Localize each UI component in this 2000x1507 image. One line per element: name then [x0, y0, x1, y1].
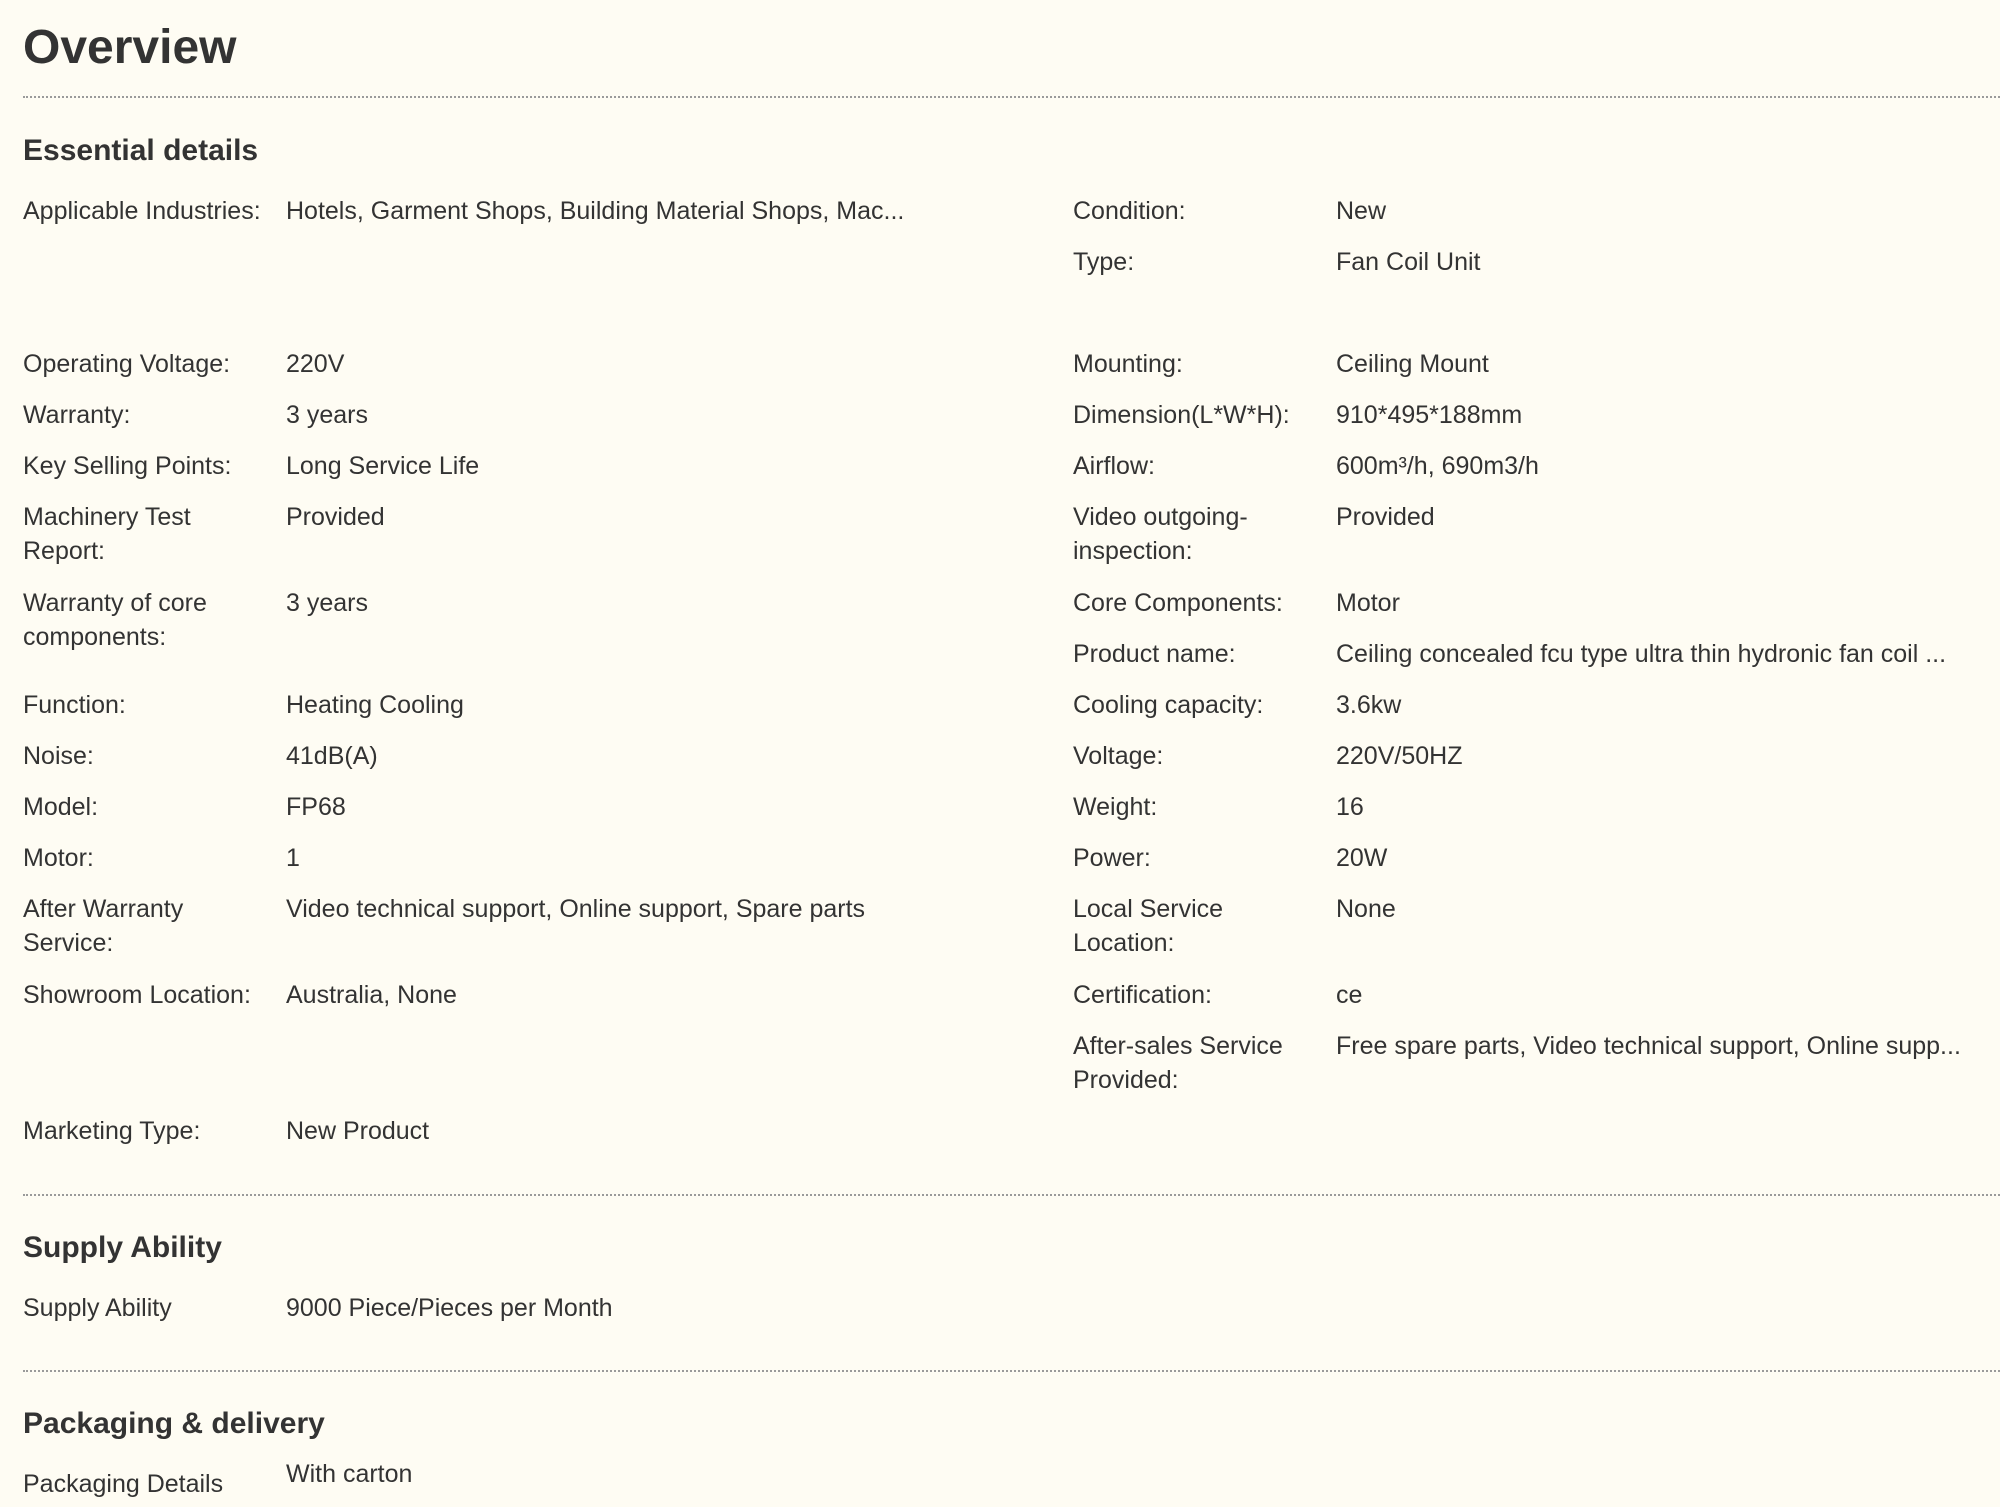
detail-value: Ceiling concealed fcu type ultra thin hydronic fan coil ... — [1336, 640, 1947, 668]
detail-label: Operating Voltage: — [23, 350, 231, 378]
detail-label: Marketing Type: — [23, 1117, 201, 1145]
detail-label: Product name: — [1073, 640, 1236, 668]
detail-label: Function: — [23, 691, 126, 719]
detail-label: Cooling capacity: — [1073, 691, 1264, 719]
detail-value: 3 years — [286, 401, 368, 429]
detail-label: Power: — [1073, 844, 1151, 872]
detail-label: After Warranty Service: — [23, 895, 184, 957]
detail-label: Mounting: — [1073, 350, 1183, 378]
packaging-delivery-title: Packaging & delivery — [23, 1407, 325, 1440]
detail-label: Local Service Location: — [1073, 895, 1224, 957]
detail-value: Provided — [1336, 503, 1435, 531]
detail-label: Certification: — [1073, 981, 1212, 1009]
detail-label: Core Components: — [1073, 589, 1283, 617]
detail-label: Model: — [23, 793, 99, 821]
detail-value: 3.6kw — [1336, 691, 1402, 719]
detail-label: Showroom Location: — [23, 981, 251, 1009]
detail-value: Hotels, Garment Shops, Building Material Shops, Mac... — [286, 197, 905, 225]
detail-value: 600m³/h, 690m3/h — [1336, 452, 1539, 480]
detail-value: Video technical support, Online support, Spare parts — [286, 895, 866, 923]
detail-label: Weight: — [1073, 793, 1158, 821]
detail-label: Warranty of core components: — [23, 589, 207, 651]
detail-value: 41dB(A) — [286, 742, 378, 770]
detail-label: After-sales Service Provided: — [1073, 1032, 1283, 1094]
detail-value: New — [1336, 197, 1387, 225]
detail-value: 910*495*188mm — [1336, 401, 1523, 429]
detail-value: Ceiling Mount — [1336, 350, 1489, 378]
detail-value: 1 — [286, 844, 300, 872]
detail-label: Supply Ability — [23, 1294, 172, 1322]
detail-value: Provided — [286, 503, 385, 531]
detail-label: Airflow: — [1073, 452, 1155, 480]
detail-label: Machinery Test Report: — [23, 503, 191, 565]
divider — [23, 1370, 2000, 1372]
detail-value: Long Service Life — [286, 452, 480, 480]
page-title: Overview — [23, 21, 237, 74]
detail-label: Video outgoing-inspection: — [1073, 503, 1248, 565]
detail-label: Key Selling Points: — [23, 452, 232, 480]
detail-label: Warranty: — [23, 401, 131, 429]
detail-value: FP68 — [286, 793, 346, 821]
detail-label: Type: — [1073, 248, 1135, 276]
detail-value: 3 years — [286, 589, 368, 617]
detail-label: Motor: — [23, 844, 94, 872]
detail-value: Australia, None — [286, 981, 457, 1009]
detail-label: Noise: — [23, 742, 94, 770]
detail-label: Packaging Details — [23, 1470, 224, 1498]
detail-value: None — [1336, 895, 1396, 923]
detail-value: 9000 Piece/Pieces per Month — [286, 1294, 613, 1322]
detail-value: Heating Cooling — [286, 691, 464, 719]
detail-label: Condition: — [1073, 197, 1186, 225]
supply-ability-title: Supply Ability — [23, 1231, 222, 1264]
divider — [23, 1194, 2000, 1196]
detail-label: Applicable Industries: — [23, 197, 261, 225]
detail-label: Voltage: — [1073, 742, 1164, 770]
detail-value: 16 — [1336, 793, 1364, 821]
detail-value: 20W — [1336, 844, 1388, 872]
detail-value: ce — [1336, 981, 1363, 1009]
detail-label: Dimension(L*W*H): — [1073, 401, 1290, 429]
detail-value: Free spare parts, Video technical support, Online supp... — [1336, 1032, 1961, 1060]
detail-value: 220V/50HZ — [1336, 742, 1463, 770]
detail-value: New Product — [286, 1117, 430, 1145]
detail-value: With carton — [286, 1460, 413, 1488]
detail-value: Fan Coil Unit — [1336, 248, 1481, 276]
divider — [23, 96, 2000, 98]
detail-value: Motor — [1336, 589, 1400, 617]
detail-value: 220V — [286, 350, 345, 378]
essential-details-title: Essential details — [23, 134, 259, 167]
